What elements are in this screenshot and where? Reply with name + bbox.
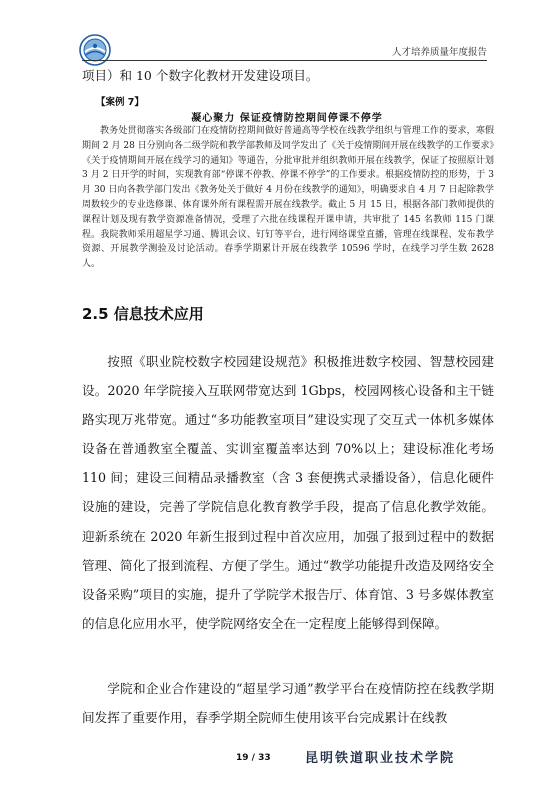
school-seal-icon	[79, 34, 111, 66]
school-name: 昆明铁道职业技术学院	[305, 751, 456, 766]
header-divider	[82, 60, 487, 61]
paragraph-info-tech: 按照《职业院校数字校园建设规范》积极推进数字校园、智慧校园建设。2020 年学院接入互联网带宽达到 1Gbps，校园网核心设备和主干链路实现万兆带宽。通过“多功能教室项目”建设实现了交互式一体机多媒体设备在普通教室全覆盖、实训室覆盖率达到 70%以上；建设标准化考场 110 间；建设三间精品录播教室（含 3 套便携式录播设备），信息化硬件设施的建设，完善了学院信息化教育教学手段，提高了信息化教学效能。迎新系统在 2020 年新生报到过程中首次应用，加强了报到过程中的数据管理、简化了报到流程、方便了学生。通过“教学功能提升改造及网络安全设备采购”项目的实施，提升了学院学术报告厅、体育馆、3 号多媒体教室的信息化应用水平，使学院网络安全在一定程度上能够得到保障。	[82, 354, 494, 631]
continuation-line: 项目）和 10 个数字化教材开发建设项目。	[82, 68, 319, 83]
page-number: 19 / 33	[236, 753, 271, 763]
paragraph-platform: 学院和企业合作建设的“超星学习通”教学平台在疫情防控在线教学期间发挥了重要作用，春季学期全院师生使用该平台完成累计在线教	[82, 681, 494, 726]
case-tag: 【案例 7】	[96, 97, 144, 108]
case-body: 教务处贯彻落实各级部门在疫情防控期间做好普通高等学校在线教学组织与管理工作的要求，寒假期间 2 月 28 日分别向各二级学院和教学部教师及同学发出了《关于疫情期间开展在线教学的工作要求》《关于疫情期间开展在线学习的通知》等通告，分批审批并组织教师开展在线教学，保证了按照原计划 3 月 2 日开学的时间，实现教育部“停课不停教、停课不停学”的工作要求。根据疫情防控的形势，于 3 月 30 日向各教学部门发出《教务处关于做好 4 月份在线教学的通知》，明确要求自 4 月 7 日起除教学周数较少的专业选修课、体育课外所有课程需开展在线教学。截止 5 月 15 日，根据各部门教师提供的课程计划及现有教学资源准备情况，受理了六批在线课程开课申请，共审批了 145 名教师 115 门课程。我院教师采用超星学习通、腾讯会议、钉钉等平台，进行网络课堂直播，管理在线课程、发布教学资源、开展教学测验及讨论活动。春季学期累计开展在线教学 10596 学时，在线学习学生数 2628 人。	[82, 126, 494, 270]
section-title: 2.5 信息技术应用	[82, 305, 204, 323]
case-title: 凝心聚力 保证疫情防控期间停课不停学	[191, 113, 383, 124]
header-title: 人才培养质量年度报告	[391, 47, 487, 58]
